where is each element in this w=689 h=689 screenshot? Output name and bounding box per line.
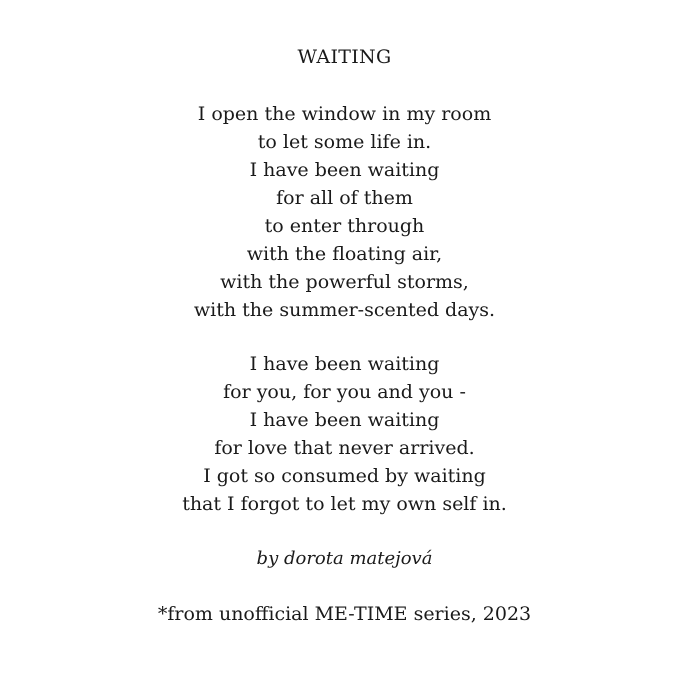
poem-line: for you, for you and you - — [223, 381, 466, 403]
poem-line: I have been waiting — [249, 353, 440, 375]
poem-line: with the floating air, — [246, 243, 443, 265]
poem-line: to enter through — [264, 215, 425, 237]
poem-line: with the summer-scented days. — [193, 299, 496, 321]
poem-line: for love that never arrived. — [214, 437, 475, 459]
poem-line: I open the window in my room — [197, 103, 492, 125]
poem-line: I got so consumed by waiting — [203, 465, 486, 487]
poem-line: I have been waiting — [249, 159, 440, 181]
source-note: *from unofficial ME-TIME series, 2023 — [157, 603, 532, 625]
stanza-1 — [0, 100, 689, 324]
poem-line: that I forgot to let my own self in. — [182, 493, 507, 515]
stanza-2 — [0, 350, 689, 518]
author-byline: by dorota matejová — [256, 548, 433, 569]
poem-line: with the powerful storms, — [220, 271, 469, 293]
poem-title: WAITING — [297, 46, 392, 68]
poem-line: for all of them — [276, 187, 413, 209]
poem-line: to let some life in. — [257, 131, 432, 153]
poem-line: I have been waiting — [249, 409, 440, 431]
